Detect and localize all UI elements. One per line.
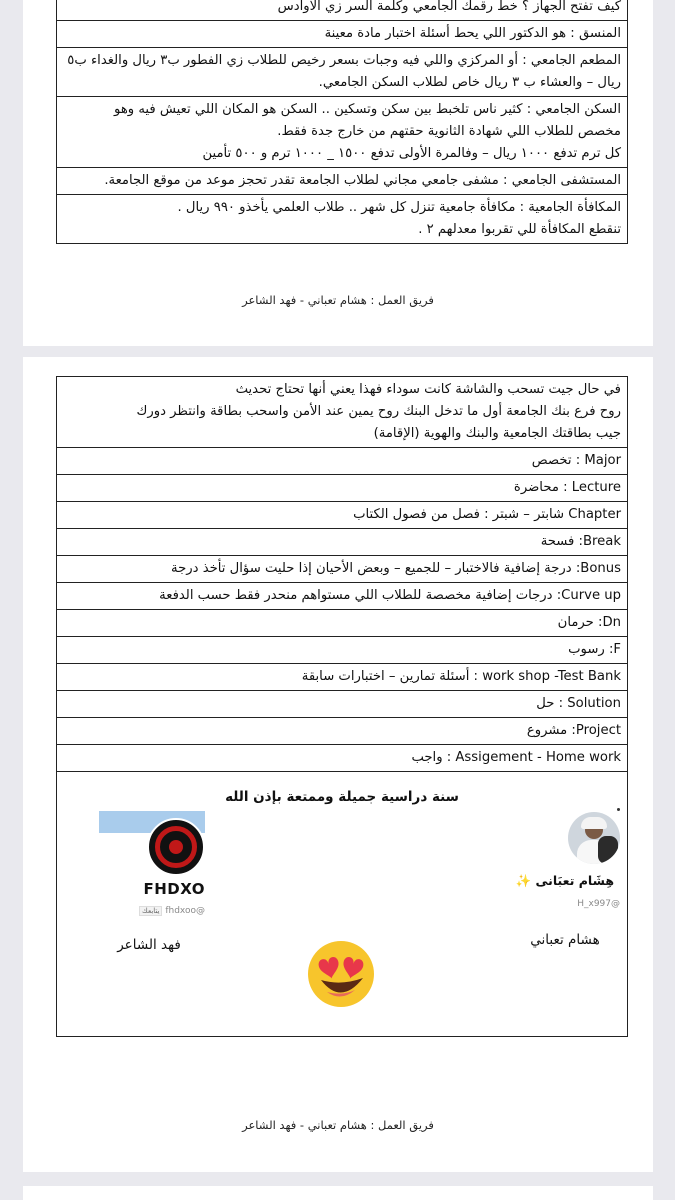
glossary-row: [57, 0, 627, 21]
glossary-line: تنقطع المكافأة للي تقربوا معدلهم ٢ .: [418, 222, 621, 237]
glossary-row: [57, 718, 627, 745]
glossary-line: Lecture : محاضرة: [513, 480, 621, 495]
glossary-line: Bonus: درجة إضافية فالاختبار – للجميع – وبعض الأحيان إذا حليت سؤال تأخذ درجة: [171, 561, 621, 576]
glossary-row: [57, 377, 627, 448]
glossary-line: Major : تخصص: [531, 453, 621, 468]
document-page-2: [23, 357, 653, 1172]
avatar: [568, 812, 620, 864]
glossary-line: في حال جيت تسحب والشاشة كانت سوداء فهذا يعني أنها تحتاج تحديث: [235, 382, 621, 397]
glossary-row: [57, 583, 627, 610]
profile-caption: هشام تعباني: [530, 932, 600, 948]
glossary-row: [57, 448, 627, 475]
document-page-3: [23, 1186, 653, 1200]
glossary-table-1: [56, 0, 628, 244]
glossary-row: [57, 691, 627, 718]
glossary-line: كل ترم تدفع ١٠٠٠ ريال – وفالمرة الأولى تدفع ١٥٠٠ _ ١٠٠٠ ترم و ٥٠٠ تأمين: [202, 146, 621, 161]
glossary-line: work shop -Test Bank : أسئلة تمارين – اختبارات سابقة: [301, 669, 621, 684]
glossary-row: [57, 637, 627, 664]
page-footer: فريق العمل : هشام تعباني - فهد الشاعر: [242, 293, 434, 307]
glossary-row: [57, 168, 627, 195]
glossary-line: Assigement - Home work : واجب: [411, 750, 621, 765]
glossary-line: ريال – والعشاء ب ٣ ريال خاص لطلاب السكن الجامعي.: [318, 75, 621, 90]
glossary-line: كيف تفتح الجهاز ؟ خط رقمك الجامعي وكلمة السر زي الاوادس: [277, 0, 621, 14]
profile-card-fahad: [93, 811, 205, 956]
glossary-line: F: رسوب: [568, 642, 621, 657]
glossary-row: [57, 664, 627, 691]
sharingan-logo-icon: [147, 818, 205, 876]
profile-name: FHDXO: [143, 880, 205, 898]
profile-handle-text: @fhdxoo: [165, 906, 205, 916]
glossary-row: [57, 529, 627, 556]
profile-name: هِشَام تعبَانى ✨: [515, 873, 614, 888]
glossary-line: مخصص للطلاب اللي شهادة الثانوية حقتهم من خارج جدة فقط.: [277, 124, 621, 139]
page-footer: فريق العمل : هشام تعباني - فهد الشاعر: [242, 1118, 434, 1132]
heart-eyes-emoji-icon: [305, 936, 377, 1008]
glossary-row: [57, 610, 627, 637]
document-page-1: [23, 0, 653, 346]
glossary-line: المطعم الجامعي : أو المركزي واللي فيه وجبات بسعر رخيص للطلاب زي الفطور ب٣ ريال والغداء ب٥: [67, 53, 621, 68]
glossary-line: روح فرع بنك الجامعة أول ما تدخل البنك روح يمين عند الأمن واسحب بطاقة وانتظر دورك: [136, 404, 621, 419]
glossary-row: [57, 745, 627, 772]
dot-mark: [617, 808, 620, 811]
glossary-line: المستشفى الجامعي : مشفى جامعي مجاني لطلاب الجامعة تقدر تحجز موعد من موقع الجامعة.: [104, 173, 621, 188]
glossary-line: Break: فسحة: [540, 534, 621, 549]
glossary-row: [57, 556, 627, 583]
glossary-line: Project: مشروع: [526, 723, 621, 738]
glossary-line: جيب بطاقتك الجامعية والبنك والهوية (الإقامة): [373, 426, 621, 441]
glossary-line: المنسق : هو الدكتور اللي يحط أسئلة اختبار مادة معينة: [324, 26, 621, 41]
glossary-line: السكن الجامعي : كثير ناس تلخبط بين سكن وتسكين .. السكن هو المكان اللي تعيش فيه وهو: [114, 102, 621, 117]
glossary-line: المكافأة الجامعية : مكافأة جامعية تنزل كل شهر .. طلاب العلمي يأخذو ٩٩٠ ريال .: [177, 200, 621, 215]
glossary-line: Chapter شابتر – شبتر : فصل من فصول الكتاب: [353, 507, 621, 522]
glossary-line: Solution : حل: [536, 696, 621, 711]
profile-card-hisham: [510, 812, 620, 951]
glossary-row: [57, 97, 627, 168]
follows-you-badge: يتابعك: [139, 906, 162, 916]
glossary-row: [57, 195, 627, 243]
glossary-line: Curve up: درجات إضافية مخصصة للطلاب اللي مستواهم منحدر فقط حسب الدفعة: [159, 588, 621, 603]
profile-handle: @H_x997: [577, 899, 620, 909]
glossary-row: [57, 48, 627, 97]
closing-title: سنة دراسية جميلة وممتعة بإذن الله: [225, 789, 459, 805]
closing-section: [57, 772, 627, 1036]
glossary-row: [57, 21, 627, 48]
profile-handle: [93, 900, 205, 922]
glossary-line: Dn: حرمان: [557, 615, 621, 630]
glossary-row: [57, 475, 627, 502]
profile-caption: فهد الشاعر: [117, 937, 181, 953]
glossary-row: [57, 502, 627, 529]
glossary-table-2: [56, 376, 628, 1037]
